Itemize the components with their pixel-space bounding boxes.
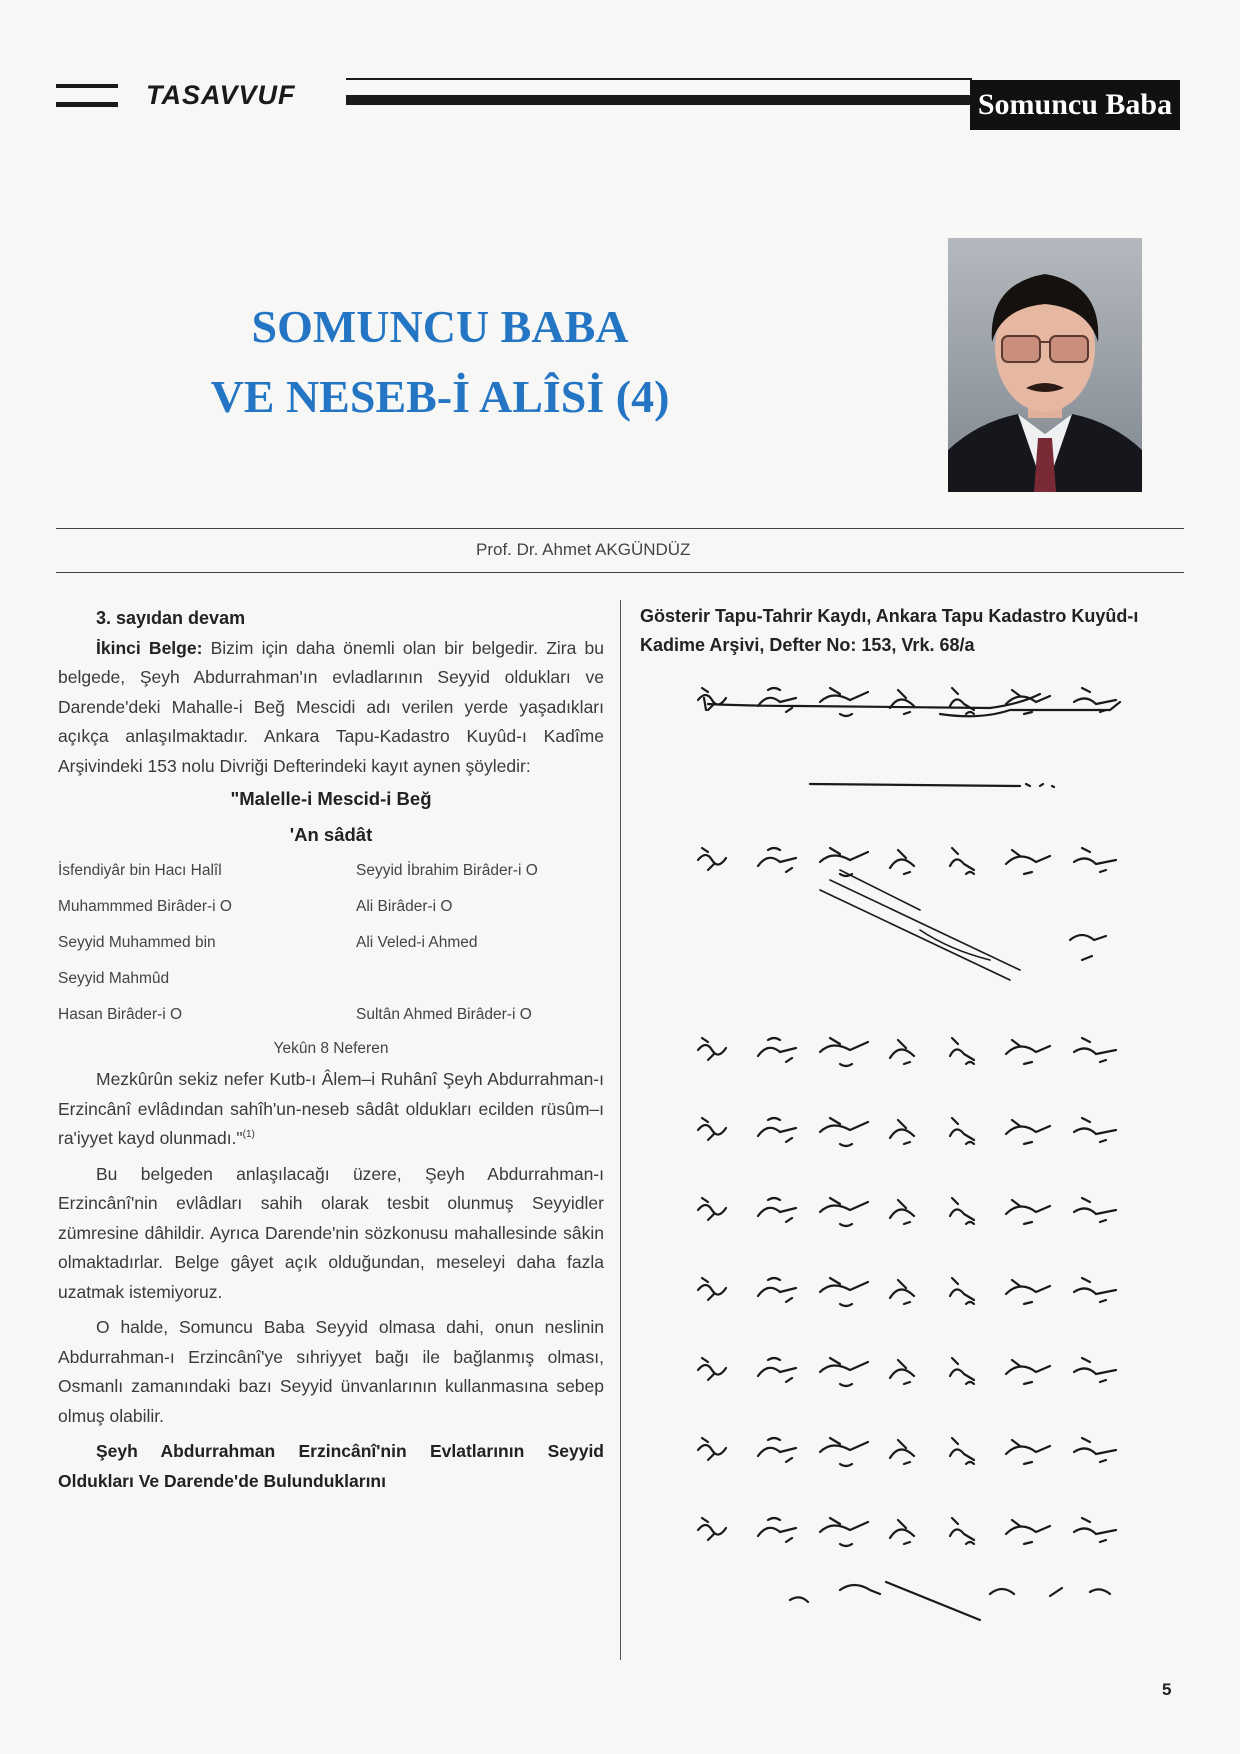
name-entry: Ali Birâder-i O: [356, 898, 453, 915]
quote-subtitle: 'An sâdât: [289, 824, 373, 845]
left-column: [58, 604, 604, 1496]
name-entry: Muhammmed Birâder-i O: [58, 898, 232, 915]
paragraph: Bu belgeden anlaşılacağı üzere, Şeyh Abdurrahman-ı Erzincânî'nin evlâdları sahih olarak tesbit olunmuş Seyyidler zümresine dâhildir. Ayrıca Darende'nin sözkonusu mahallesinde sâkin olmaktadırlar. Belge gâyet açık olduğundan, meseleyi daha fazla uzatmak istemiyoruz.: [58, 1163, 604, 1302]
page-number: 5: [1162, 1680, 1172, 1699]
name-entry: Ali Veled-i Ahmed: [356, 934, 478, 951]
total-line: Yekûn 8 Neferen: [273, 1040, 389, 1057]
paragraph: [58, 1065, 604, 1154]
author-photo: [948, 238, 1142, 492]
header-rule: [346, 95, 972, 105]
name-entry: Seyyid Mahmûd: [58, 970, 170, 987]
header-decor-bar: [56, 84, 118, 88]
closing-heading: Şeyh Abdurrahman Erzincânî'nin Evlatlarının Seyyid Oldukları Ve Darende'de Bulunduklarını: [58, 1441, 604, 1491]
footnote-ref: (1): [242, 1129, 255, 1141]
name-entry: İsfendiyâr bin Hacı Halîl: [58, 862, 222, 879]
author-rule-bottom: [56, 572, 1184, 573]
column-divider: [620, 600, 621, 1660]
author-name: Prof. Dr. Ahmet AKGÜNDÜZ: [476, 540, 691, 559]
names-list: [58, 853, 604, 1033]
section-label: TASAVVUF: [146, 80, 296, 110]
article-title-line1: SOMUNCU BABA: [251, 301, 629, 352]
header-decor-bar: [56, 102, 118, 107]
magazine-name: Somuncu Baba: [970, 80, 1180, 130]
paragraph: [58, 634, 604, 782]
article-title-line2: VE NESEB-İ ALÎSİ (4): [210, 371, 670, 422]
name-entry: Sultân Ahmed Birâder-i O: [356, 1006, 532, 1023]
paragraph-text: Bizim için daha önemli olan bir belgedir. Zira bu belgede, Şeyh Abdurrahman'ın evladlarının Seyyid oldukları ve Darende'deki Mahalle-i Beğ Mescidi adı verilen yerde yaşadıkları açıkça anlaşılmaktadır. Ankara Tapu-Kadastro Kuyûd-ı Kadîme Arşivindeki 153 nolu Divriği Defterindeki kayıt aynen şöyledir:: [58, 637, 604, 776]
header-rule: [346, 78, 972, 80]
quote-title: "Malelle-i Mescid-i Beğ: [230, 788, 432, 809]
name-entry: Seyyid Muhammed bin: [58, 934, 216, 951]
name-entry: Seyyid İbrahim Birâder-i O: [356, 862, 538, 879]
name-entry: [356, 961, 604, 997]
paragraph-text: Mezkûrûn sekiz nefer Kutb-ı Âlem–i Ruhânî Şeyh Abdurrahman-ı Erzincânî evlâdından sahîh'un-neseb sâdât oldukları ecilden rüsûm–ı ra'iyyet kayd olunmadı.": [58, 1069, 604, 1148]
continuation-note: 3. sayıdan devam: [96, 608, 246, 628]
name-entry: Hasan Birâder-i O: [58, 1006, 183, 1023]
paragraph-lead: İkinci Belge:: [96, 637, 203, 658]
document-caption: Gösterir Tapu-Tahrir Kaydı, Ankara Tapu Kadastro Kuyûd-ı Kadime Arşivi, Defter No: 153, Vrk. 68/a: [640, 606, 1139, 655]
ottoman-manuscript-image: [690, 680, 1150, 1665]
paragraph: O halde, Somuncu Baba Seyyid olmasa dahi, onun neslinin Abdurrahman-ı Erzincânî'ye sıhriyyet bağı ile bağlanmış olması, Osmanlı zamanındaki bazı Seyyid ünvanlarının kullanmasına sebep olmuş olabilir.: [58, 1317, 604, 1426]
author-rule-top: [56, 528, 1184, 529]
right-column: [640, 602, 1186, 660]
